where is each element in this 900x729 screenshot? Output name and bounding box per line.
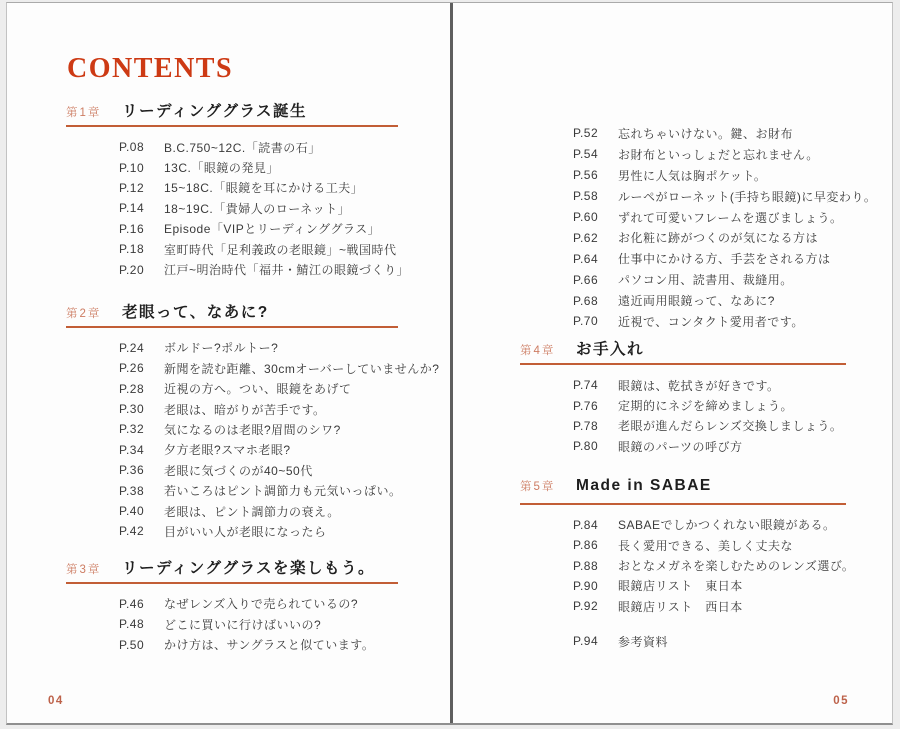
entry-page-label: P.76 — [573, 398, 599, 413]
contents-title: CONTENTS — [67, 53, 234, 84]
entry-title: SABAEでしかつくれない眼鏡がある。 — [618, 518, 836, 533]
chapter-label: 第3章 — [66, 563, 102, 576]
toc-entry — [573, 515, 846, 535]
entry-title: 遠近両用眼鏡って、なあに? — [618, 294, 775, 309]
entry-page-label: P.28 — [119, 381, 145, 396]
toc-entry — [573, 576, 846, 596]
entry-page-label: P.48 — [119, 617, 145, 632]
entry-title: お化粧に跡がつくのが気になる方は — [618, 231, 819, 246]
entry-title: 眼鏡のパーツの呼び方 — [618, 439, 743, 454]
toc-entry — [573, 395, 846, 415]
entry-page-label: P.16 — [119, 221, 145, 236]
entry-page-label: P.92 — [573, 599, 599, 614]
toc-entry — [573, 248, 876, 269]
entry-page-label: P.42 — [119, 524, 145, 539]
toc-section — [520, 337, 846, 457]
toc-entry — [119, 634, 398, 654]
entry-page-label: P.58 — [573, 189, 599, 204]
toc-entry — [119, 399, 398, 419]
chapter-header — [520, 477, 846, 497]
entry-title: 仕事中にかける方、手芸をされる方は — [618, 252, 831, 267]
entry-title: どこに買いに行けばいいの? — [164, 617, 322, 632]
chapter-rule — [520, 363, 846, 365]
entry-title: ずれて可愛いフレームを選びましょう。 — [618, 210, 843, 225]
chapter-rule — [66, 326, 398, 328]
entry-title: 新聞を読む距離、30cmオーバーしていませんか? — [164, 361, 440, 376]
book-spread — [6, 2, 893, 725]
entry-page-label: P.34 — [119, 442, 145, 457]
entry-page-label: P.36 — [119, 463, 145, 478]
entry-page-label: P.24 — [119, 340, 145, 355]
toc-entry — [119, 219, 398, 239]
entry-title: 江戸~明治時代「福井・鯖江の眼鏡づくり」 — [164, 263, 410, 278]
entry-page-label: P.14 — [119, 201, 145, 216]
chapter-header — [66, 99, 398, 119]
entry-page-label: P.08 — [119, 140, 145, 155]
entry-title: 室町時代「足利義政の老眼鏡」~戦国時代 — [164, 242, 397, 257]
toc-entry — [119, 198, 398, 218]
entry-title: 眼鏡は、乾拭きが好きです。 — [618, 378, 780, 393]
entry-page-label: P.84 — [573, 517, 599, 532]
entry-title: 18~19C.「貴婦人のローネット」 — [164, 201, 351, 216]
toc-entry — [119, 440, 398, 460]
entry-title: Episode「VIPとリーディンググラス」 — [164, 222, 381, 237]
entry-page-label: P.94 — [573, 634, 599, 649]
entry-title: 眼鏡店リスト 西日本 — [618, 599, 743, 614]
toc-entry — [573, 290, 876, 311]
chapter-header — [520, 337, 846, 357]
chapter-rule — [520, 503, 846, 505]
entry-title: 13C.「眼鏡の発見」 — [164, 161, 279, 176]
toc-entry — [119, 259, 410, 279]
page-left — [7, 3, 450, 723]
toc-entry — [573, 555, 855, 575]
chapter-title: 老眼って、なあに? — [122, 303, 269, 321]
page-right — [453, 3, 892, 723]
chapter-label: 第5章 — [520, 480, 556, 493]
entry-title: 目がいい人が老眼になったら — [164, 524, 327, 539]
entry-page-label: P.56 — [573, 168, 599, 183]
toc-entries — [573, 375, 846, 457]
toc-entry — [573, 227, 876, 248]
entry-page-label: P.52 — [573, 126, 599, 141]
entry-title: なぜレンズ入りで売られているの? — [164, 597, 359, 612]
entry-page-label: P.32 — [119, 422, 145, 437]
entry-title: B.C.750~12C.「読書の石」 — [164, 140, 321, 155]
entry-page-label: P.54 — [573, 147, 599, 162]
chapter-label: 第1章 — [66, 107, 102, 119]
entry-title: 気になるのは老眼?眉間のシワ? — [164, 422, 341, 437]
entry-title: パソコン用、読書用、裁縫用。 — [618, 273, 793, 288]
entry-title: ルーペがローネット(手持ち眼鏡)に早変わり。 — [618, 189, 877, 204]
entry-page-label: P.10 — [119, 160, 145, 175]
toc-entries — [573, 515, 855, 617]
toc-entry — [119, 157, 398, 177]
toc-entry — [119, 614, 398, 634]
toc-entry — [119, 239, 398, 259]
toc-entry — [573, 375, 846, 395]
toc-section — [66, 99, 410, 280]
toc-entries-continued — [573, 123, 876, 332]
toc-entries — [119, 338, 440, 542]
toc-sections-right — [520, 337, 855, 637]
chapter-label: 第2章 — [66, 307, 102, 320]
entry-page-label: P.18 — [119, 242, 145, 257]
entry-title: 長く愛用できる、美しく丈夫な — [618, 538, 794, 553]
chapter-title: お手入れ — [576, 341, 645, 358]
entry-page-label: P.12 — [119, 180, 145, 195]
entry-page-label: P.66 — [573, 272, 599, 287]
entry-title: 老眼が進んだらレンズ交換しましょう。 — [618, 419, 843, 434]
toc-entries — [119, 594, 398, 655]
entry-page-label: P.64 — [573, 251, 599, 266]
toc-entry — [573, 165, 876, 186]
entry-page-label: P.62 — [573, 230, 599, 245]
entry-title: 老眼は、ピント調節力の衰え。 — [164, 504, 340, 519]
entry-page-label: P.90 — [573, 578, 599, 593]
toc-entry — [119, 501, 398, 521]
toc-entry — [119, 379, 398, 399]
toc-section — [66, 300, 440, 542]
toc-entry — [573, 596, 846, 616]
toc-entry — [573, 416, 846, 436]
entry-title: おとなメガネを楽しむためのレンズ選び。 — [618, 559, 855, 574]
entry-title: 老眼に気づくのが40~50代 — [164, 463, 313, 478]
toc-entries — [119, 137, 410, 280]
entry-page-label: P.78 — [573, 418, 599, 433]
entry-title: 眼鏡店リスト 東日本 — [618, 579, 743, 594]
toc-entry — [573, 186, 876, 207]
toc-section — [520, 476, 855, 617]
entry-title: かけ方は、サングラスと似ています。 — [164, 638, 375, 653]
toc-entry — [573, 144, 876, 165]
entry-title: お財布といっしょだと忘れません。 — [618, 147, 819, 162]
entry-page-label: P.40 — [119, 504, 145, 519]
toc-entry — [119, 178, 398, 198]
toc-entry — [119, 594, 398, 614]
toc-entry — [573, 123, 876, 144]
toc-entry — [573, 207, 876, 228]
toc-sections-left — [66, 99, 440, 675]
chapter-rule — [66, 582, 398, 584]
entry-title: 若いころはピント調節力も元気いっぱい。 — [164, 484, 402, 499]
entry-page-label: P.80 — [573, 439, 599, 454]
toc-entry — [573, 535, 846, 555]
toc-entry — [573, 269, 876, 290]
entry-title: 男性に人気は胸ポケット。 — [618, 168, 767, 183]
entry-page-label: P.38 — [119, 483, 145, 498]
entry-page-label: P.68 — [573, 293, 599, 308]
entry-page-label: P.88 — [573, 558, 599, 573]
entry-page-label: P.30 — [119, 402, 145, 417]
entry-page-label: P.50 — [119, 637, 145, 652]
entry-title: 夕方老眼?スマホ老眼? — [164, 443, 291, 458]
entry-page-label: P.74 — [573, 378, 599, 393]
entry-page-label: P.60 — [573, 210, 599, 224]
entry-page-label: P.70 — [573, 314, 599, 329]
chapter-label: 第4章 — [520, 345, 556, 357]
toc-entry — [573, 436, 846, 456]
page-number-right: 05 — [833, 695, 849, 707]
toc-entry — [119, 419, 398, 439]
toc-entry — [119, 358, 440, 378]
toc-entry — [119, 480, 402, 500]
reference-entry — [573, 631, 668, 651]
entry-page-label: P.46 — [119, 596, 145, 611]
toc-entry — [573, 311, 876, 332]
toc-entry — [119, 338, 398, 358]
chapter-header — [66, 556, 398, 576]
entry-title: 老眼は、暗がりが苦手です。 — [164, 402, 326, 417]
chapter-title: リーディンググラスを楽しもう。 — [122, 559, 375, 577]
entry-title: 15~18C.「眼鏡を耳にかける工夫」 — [164, 181, 364, 196]
toc-entry — [119, 460, 398, 480]
chapter-rule — [66, 125, 398, 127]
toc-entry — [119, 521, 398, 541]
toc-section — [66, 556, 398, 655]
entry-title: 忘れちゃいけない。鍵、お財布 — [618, 126, 794, 141]
entry-page-label: P.26 — [119, 361, 145, 376]
entry-title: 近視で、コンタクト愛用者です。 — [618, 314, 804, 329]
chapter-header — [66, 300, 398, 320]
entry-page-label: P.86 — [573, 538, 599, 553]
entry-title: ボルドー?ポルトー? — [164, 341, 279, 356]
toc-entry — [119, 137, 398, 157]
entry-page-label: P.20 — [119, 262, 145, 277]
entry-title: 近視の方へ。つい、眼鏡をあげて — [164, 382, 352, 397]
entry-title: 参考資料 — [618, 634, 669, 649]
entry-title: 定期的にネジを締めましょう。 — [618, 399, 794, 414]
page-number-left: 04 — [48, 695, 64, 707]
chapter-title: リーディンググラス誕生 — [122, 103, 307, 120]
chapter-title: Made in SABAE — [576, 476, 712, 494]
